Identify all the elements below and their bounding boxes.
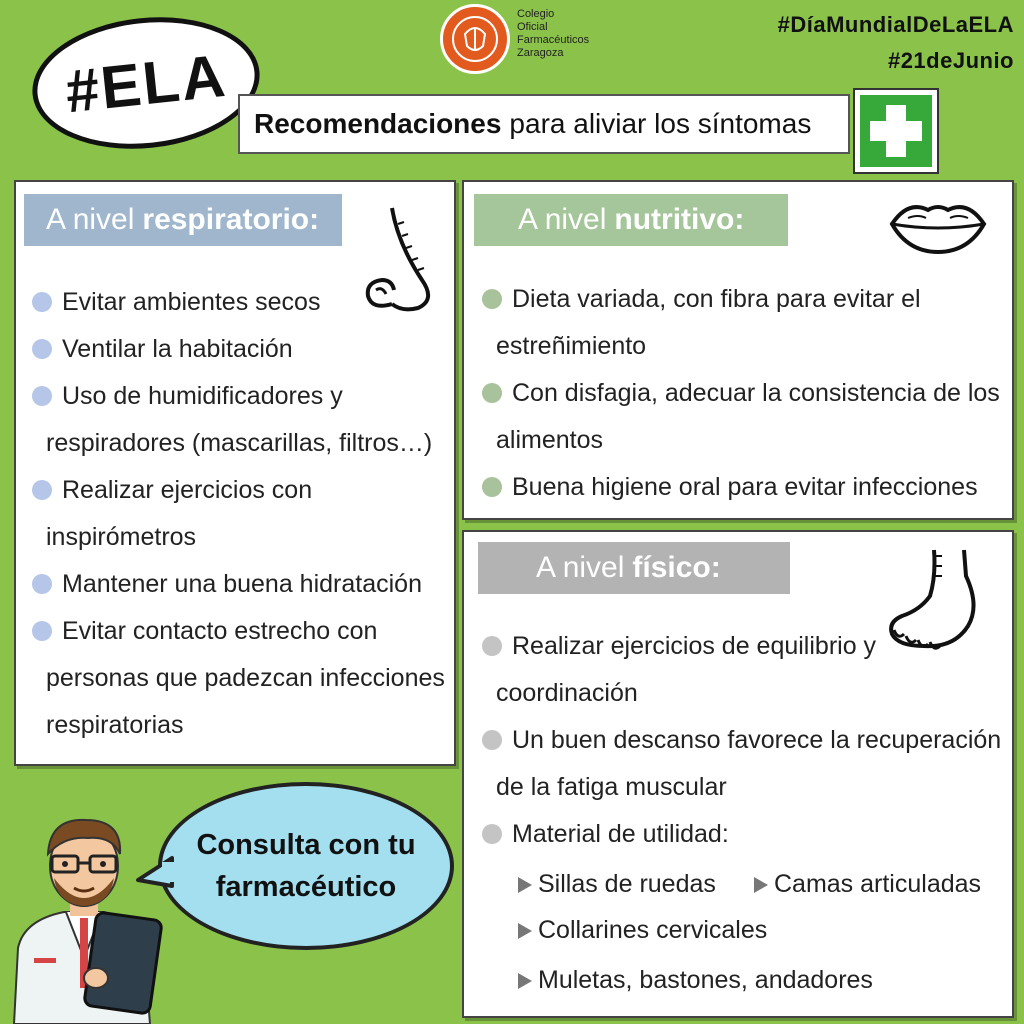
- bullet-dot: [482, 289, 502, 309]
- card-nutritivo-heading: [474, 194, 788, 246]
- pharmacist-illustration: [4, 808, 174, 1024]
- bullet-dot: [32, 339, 52, 359]
- list-item: Material de utilidad:: [512, 820, 729, 848]
- list-item-continuation: respiratorias: [46, 711, 184, 739]
- list-item: Evitar contacto estrecho con: [62, 617, 378, 645]
- list-item-continuation: alimentos: [496, 426, 603, 454]
- nose-icon: [362, 204, 442, 314]
- list-item: Buena higiene oral para evitar infecciones: [512, 473, 978, 501]
- material-item: Sillas de ruedas: [518, 870, 716, 899]
- heading-prefix: A nivel: [536, 551, 625, 584]
- consult-speech-bubble: [158, 782, 454, 950]
- list-item: Evitar ambientes secos: [62, 288, 321, 316]
- bullet-dot: [32, 386, 52, 406]
- logo-line: Colegio: [517, 8, 555, 20]
- bullet-dot: [32, 621, 52, 641]
- material-item: Muletas, bastones, andadores: [518, 966, 873, 995]
- list-item-continuation: inspirómetros: [46, 523, 197, 551]
- list-item-continuation: coordinación: [496, 679, 638, 707]
- list-item-continuation: estreñimiento: [496, 332, 647, 360]
- hashtag-dia-mundial: #DíaMundialDeLaELA: [777, 12, 1014, 37]
- logo-emblem-icon: [450, 14, 500, 64]
- list-item-continuation: personas que padezcan infecciones: [46, 664, 445, 692]
- heading-prefix: A nivel: [518, 203, 607, 236]
- heading-bold: nutritivo:: [614, 203, 745, 236]
- bullet-dot: [482, 730, 502, 750]
- card-fisico: [462, 530, 1014, 1018]
- consult-line-2: farmacéutico: [215, 871, 397, 903]
- card-respiratorio-heading: [24, 194, 342, 246]
- logo-line: Farmacéuticos: [517, 34, 590, 46]
- material-item: Camas articuladas: [754, 870, 981, 899]
- ela-speech-bubble: [26, 6, 266, 159]
- card-fisico-heading: [478, 542, 790, 594]
- page-title: [238, 94, 850, 154]
- triangle-bullet-icon: [518, 923, 532, 939]
- logo-line: Zaragoza: [517, 47, 564, 59]
- ela-title: #ELA: [62, 41, 230, 125]
- triangle-bullet-icon: [518, 877, 532, 893]
- pharmacy-cross-icon: [853, 88, 939, 174]
- foot-icon: [884, 546, 984, 656]
- lips-icon: [888, 196, 988, 256]
- consult-line-1: Consulta con tu: [196, 829, 416, 861]
- list-item: Con disfagia, adecuar la consistencia de los: [512, 379, 1000, 407]
- bullet-dot: [482, 477, 502, 497]
- bullet-dot: [482, 824, 502, 844]
- list-item: Dieta variada, con fibra para evitar el: [512, 285, 921, 313]
- triangle-bullet-icon: [518, 973, 532, 989]
- heading-bold: físico:: [632, 551, 721, 584]
- title-rest: para aliviar los síntomas: [509, 108, 812, 139]
- speech-bubble-tail: [136, 852, 176, 892]
- heading-prefix: A nivel: [46, 203, 135, 236]
- list-item: Mantener una buena hidratación: [62, 570, 422, 598]
- list-item-continuation: de la fatiga muscular: [496, 773, 727, 801]
- material-item: Collarines cervicales: [518, 916, 767, 945]
- card-nutritivo: [462, 180, 1014, 520]
- bullet-dot: [32, 480, 52, 500]
- list-item: Realizar ejercicios de equilibrio y: [512, 632, 877, 660]
- college-name: [517, 8, 589, 60]
- triangle-bullet-icon: [754, 877, 768, 893]
- hashtag-date: #21deJunio: [887, 48, 1014, 73]
- list-item: Uso de humidificadores y: [62, 382, 343, 410]
- bullet-dot: [32, 292, 52, 312]
- bullet-dot: [482, 383, 502, 403]
- logo-line: Oficial: [517, 21, 548, 33]
- list-item: Realizar ejercicios con: [62, 476, 313, 504]
- bullet-dot: [32, 574, 52, 594]
- card-respiratorio: [14, 180, 456, 766]
- bullet-dot: [482, 636, 502, 656]
- list-item-continuation: respiradores (mascarillas, filtros…): [46, 429, 433, 457]
- heading-bold: respiratorio:: [142, 203, 320, 236]
- college-logo: [440, 4, 510, 74]
- title-bold: Recomendaciones: [254, 108, 502, 139]
- list-item: Un buen descanso favorece la recuperación: [512, 726, 1002, 754]
- list-item: Ventilar la habitación: [62, 335, 293, 363]
